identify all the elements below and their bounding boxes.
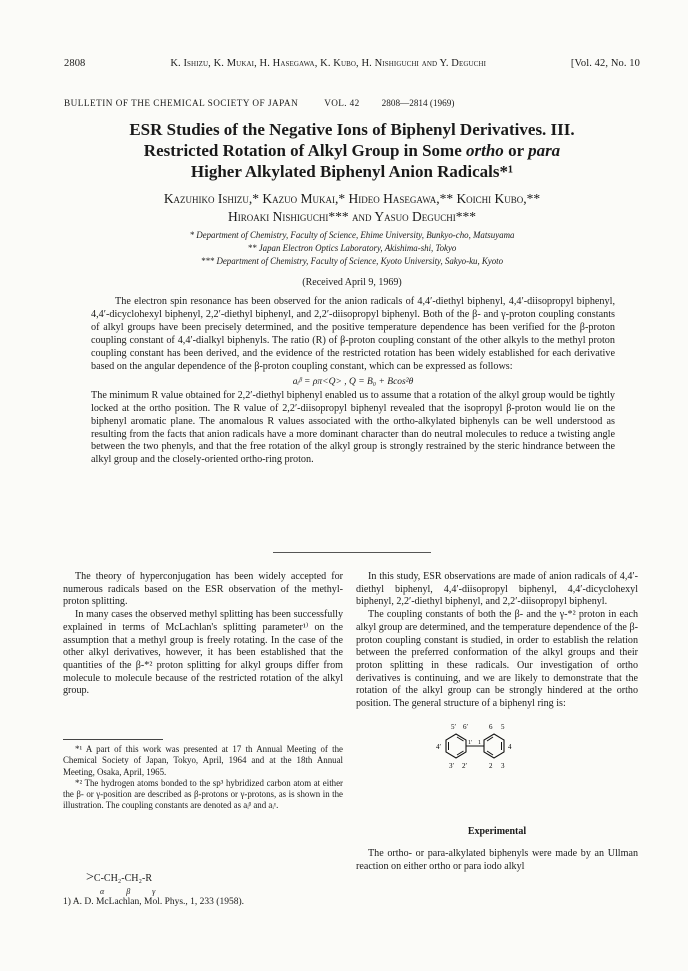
label-5p: 5′ bbox=[451, 723, 457, 731]
label-2: 2 bbox=[489, 762, 493, 770]
affiliations bbox=[64, 229, 640, 268]
reference-1: 1) A. D. McLachlan, Mol. Phys., 1, 233 (1958). bbox=[63, 897, 245, 907]
label-1: 1 bbox=[478, 740, 481, 746]
affiliation-3: *** Department of Chemistry, Faculty of Science, Kyoto University, Sakyo-ku, Kyoto bbox=[200, 256, 504, 266]
authors-line-1: Kazuhiko Ishizu,* Kazuo Mukai,* Hideo Hasegawa,** Koichi Kubo,** bbox=[163, 191, 541, 206]
intro-paragraph-2: In many cases the observed methyl splitting has been successfully explained in terms of McLachlan's splitting parameter¹⁾ on the assumption that a methyl group is freely rotating. In the case of the other alkyl derivatives, however, it has been established that the quantities of the β-*² proton splitting for alkyl groups differ from molecule to molecule because of the restricted rotation of the alkyl group. bbox=[63, 609, 343, 697]
journal-pages: 2808—2814 (1969) bbox=[381, 98, 455, 108]
label-2p: 2′ bbox=[462, 762, 468, 770]
experimental-paragraph: The ortho- or para-alkylated biphenyls were made by an Ullman reaction on either ortho or para iodo alkyl bbox=[356, 848, 638, 872]
footnote-1: *¹ A part of this work was presented at 17 th Annual Meeting of the Chemical Society of Japan, Tokyo, April, 1964 and at the 18th Annual Meeting, Osaka, April, 1965. bbox=[63, 744, 343, 777]
footnote-rule bbox=[63, 739, 163, 740]
right-column bbox=[356, 571, 638, 711]
journal-line bbox=[64, 98, 640, 108]
authors-line-2: Hiroaki Nishiguchi*** and Yasuo Deguchi*** bbox=[228, 208, 476, 224]
label-4: 4 bbox=[508, 743, 512, 751]
article-title bbox=[64, 119, 640, 182]
abstract-paragraph-1: The electron spin resonance has been observed for the anion radicals of 4,4′-diethyl biphenyl, 4,4′-diisopropyl biphenyl, 4,4′-dicyclohexyl biphenyl, 2,2′-diethyl biphenyl, and 2,2′-diisopropyl biphenyl. Both of the β- and γ-proton coupling constants of alkyl groups have been precisely determined, and the positive temperature dependence has been verified for the β-proton coupling constant of 4,4′-dialkyl biphenyls. The ratio (R) of β-proton coupling constant of the other alkyls to the methyl proton coupling constant has been derived, and the evidence of the restricted rotation has been widely established for each derivative based on the angular dependence of the β-proton coupling constant, which can be expressed as follows: bbox=[91, 296, 615, 372]
journal-name: BULLETIN OF THE CHEMICAL SOCIETY OF JAPAN bbox=[64, 98, 299, 108]
running-head-authors: K. Ishizu, K. Mukai, H. Hasegawa, K. Kubo, H. Nishiguchi and Y. Deguchi bbox=[170, 58, 487, 69]
biphenyl-structure-icon bbox=[432, 720, 532, 778]
experimental-text bbox=[356, 848, 638, 873]
running-head-volume: [Vol. 42, No. 10 bbox=[570, 58, 640, 69]
journal-volume: VOL. 42 bbox=[324, 98, 360, 108]
label-4p: 4′ bbox=[436, 743, 442, 751]
intro-paragraph-1: The theory of hyperconjugation has been widely accepted for numerous radicals based on the ESR observation of the methyl-proton splitting. bbox=[63, 571, 343, 608]
abstract bbox=[91, 296, 615, 467]
chain-position-labels: α β γ bbox=[100, 887, 166, 896]
label-3: 3 bbox=[501, 762, 505, 770]
title-line-2: Restricted Rotation of Alkyl Group in Some ortho or para bbox=[143, 141, 561, 160]
footnotes bbox=[63, 744, 343, 812]
section-divider bbox=[273, 552, 431, 553]
affiliation-2: ** Japan Electron Optics Laboratory, Akishima-shi, Tokyo bbox=[247, 243, 457, 253]
label-3p: 3′ bbox=[449, 762, 455, 770]
abstract-formula: aᵢᵝ = ρπ<Q> , Q = B₀ + Bcos²θ bbox=[292, 376, 414, 387]
author-list bbox=[64, 190, 640, 225]
alkyl-chain-illustration bbox=[86, 870, 152, 886]
study-paragraph-1: In this study, ESR observations are made of anion radicals of 4,4′-diethyl biphenyl, 4,4′-diisopropyl biphenyl, 4,4′-dicyclohexyl biphenyl, 2,2′-diethyl biphenyl, and 2,2′-diisopropyl biphenyl. bbox=[356, 571, 638, 608]
left-column bbox=[63, 571, 343, 698]
chain-bond-icon: > bbox=[86, 870, 94, 885]
label-6p: 6′ bbox=[463, 723, 469, 731]
experimental-heading: Experimental bbox=[467, 826, 527, 837]
footnote-2: *² The hydrogen atoms bonded to the sp³ hybridized carbon atom at either the β- or γ-position are described as β-protons or γ-protons, as is shown in the illustration. The coupling constants are denoted as aᵢᵝ and aᵢᵞ. bbox=[63, 777, 343, 811]
label-6: 6 bbox=[489, 723, 493, 731]
received-date: (Received April 9, 1969) bbox=[302, 277, 402, 288]
affiliation-1: * Department of Chemistry, Faculty of Science, Ehime University, Bunkyo-cho, Matsuyama bbox=[189, 230, 515, 240]
label-5: 5 bbox=[501, 723, 505, 731]
chain-formula: C-CH₂-CH₂-R bbox=[93, 873, 152, 884]
label-1p: 1′ bbox=[468, 740, 473, 746]
page-number: 2808 bbox=[64, 58, 86, 69]
running-head bbox=[64, 58, 640, 69]
title-line-3: Higher Alkylated Biphenyl Anion Radicals*¹ bbox=[190, 162, 514, 181]
title-line-1: ESR Studies of the Negative Ions of Biphenyl Derivatives. III. bbox=[129, 120, 575, 139]
study-paragraph-2: The coupling constants of both the β- and the γ-*² proton in each alkyl group are determined, and the temperature dependence of the β-proton coupling constant is studied, in order to establish the relation between the preferred conformation of the alkyl groups and their proton splitting in these radicals. Our investigation of ortho derivatives is continuing, and we are likely to demonstrate that the rotation of the alkyl group can be strongly hindered at the ortho position. The general structure of a biphenyl ring is: bbox=[356, 609, 638, 710]
abstract-paragraph-2: The minimum R value obtained for 2,2′-diethyl biphenyl enabled us to assume that a rotation of the alkyl group would be tightly locked at the ortho position. The R value of 2,2′-diisopropyl biphenyl revealed that the isopropyl β-proton would lie on the biphenyl aromatic plane. The anomalous R values associated with the ortho-alkylated biphenyls can be well understood as resulting from the facts that anion radicals have a more dominant character than do neutral molecules to reduce a twisting angle between the two phenyls, and that the free rotation of the alkyl group is strongly restrained by the steric hindrance between the alkyl group and the closely-oriented ortho-ring proton. bbox=[91, 389, 615, 466]
